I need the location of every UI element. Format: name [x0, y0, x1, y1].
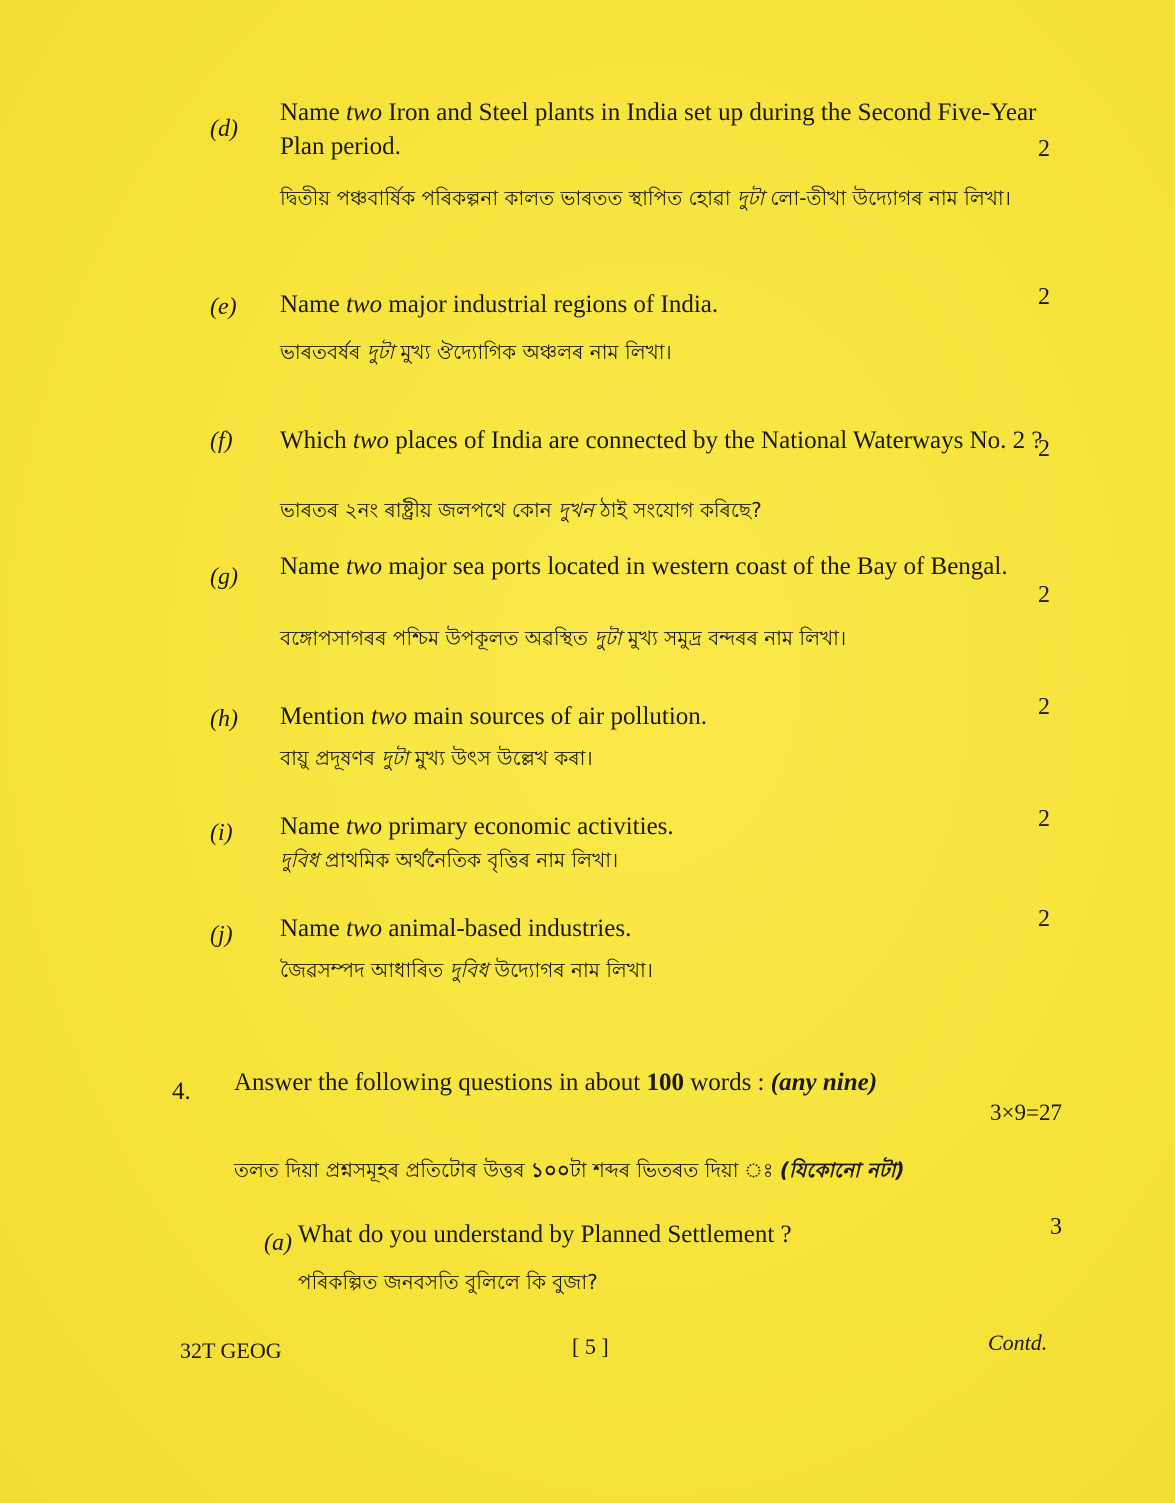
- question-f: [210, 424, 1050, 534]
- question-text-en: Mention two main sources of air pollution.: [280, 703, 708, 730]
- marks: 2: [1038, 284, 1050, 310]
- paper-code: 32T GEOG: [180, 1338, 282, 1363]
- question-text-en: Name two major sea ports located in western coast of the Bay of Bengal.: [280, 553, 1008, 580]
- question-text-bn: দ্বিতীয় পঞ্চবাৰ্ষিক পৰিকল্পনা কালত ভাৰতত স্থাপিত হোৱা দুটা লো-তীখা উদ্যোগৰ নাম লিখা।: [280, 186, 1011, 210]
- section-marks: 3×9=27: [990, 1100, 1062, 1125]
- marks: 2: [1038, 806, 1050, 832]
- marks: 2: [1038, 436, 1050, 462]
- question-text-en: Which two places of India are connected by the National Waterways No. 2 ?: [280, 427, 1043, 454]
- marks: 2: [1038, 906, 1050, 932]
- question-i: [210, 806, 1050, 890]
- marks: 3: [1050, 1214, 1062, 1240]
- question-g: [210, 550, 1050, 670]
- question-label: (f): [210, 428, 233, 454]
- question-text-bn: ভাৰতৰ ২নং ৰাষ্ট্ৰীয় জলপথে কোন দুখন ঠাই সংযোগ কৰিছে?: [280, 498, 762, 522]
- question-e: [210, 284, 1050, 378]
- question-label: (a): [264, 1230, 292, 1256]
- question-d: [210, 96, 1050, 276]
- section-number: 4.: [172, 1078, 191, 1105]
- continued-label: Contd.: [988, 1330, 1048, 1355]
- marks: 2: [1038, 136, 1050, 162]
- question-text-en: Name two Iron and Steel plants in India set up during the Second Five-Year Plan period.: [280, 99, 1037, 160]
- section-instruction-bn: তলত দিয়া প্ৰশ্নসমূহৰ প্ৰতিটোৰ উত্তৰ ১০০টা শব্দৰ ভিতৰত দিয়া ঃ (যিকোনো নটা): [234, 1158, 905, 1182]
- question-text-en: Name two primary economic activities.: [280, 813, 674, 840]
- question-label: (j): [210, 922, 233, 948]
- question-4a: [172, 1214, 1062, 1324]
- question-text-bn: দুবিধ প্ৰাথমিক অৰ্থনৈতিক বৃত্তিৰ নাম লিখা।: [280, 848, 619, 872]
- question-label: (e): [210, 294, 237, 320]
- question-text-en: Name two major industrial regions of India.: [280, 291, 719, 318]
- question-h: [210, 694, 1050, 790]
- question-label: (h): [210, 706, 238, 732]
- question-text-bn: পৰিকল্পিত জনবসতি বুলিলে কি বুজা?: [298, 1270, 598, 1294]
- question-text-bn: জৈৱসম্পদ আধাৰিত দুবিধ উদ্যোগৰ নাম লিখা।: [280, 958, 653, 982]
- marks: 2: [1038, 582, 1050, 608]
- page-number: [ 5 ]: [572, 1334, 609, 1359]
- question-text-bn: বায়ু প্ৰদূষণৰ দুটা মুখ্য উৎস উল্লেখ কৰা।: [280, 746, 593, 770]
- section-4: [172, 1066, 1062, 1326]
- section-instruction-en: Answer the following questions in about 100 words : (any nine): [234, 1069, 878, 1096]
- question-text-bn: ভাৰতবৰ্ষৰ দুটা মুখ্য ঔদ্যোগিক অঞ্চলৰ নাম লিখা।: [280, 340, 672, 364]
- question-label: (g): [210, 564, 238, 590]
- question-label: (i): [210, 820, 233, 846]
- question-text-en: Name two animal-based industries.: [280, 915, 632, 942]
- marks: 2: [1038, 694, 1050, 720]
- question-j: [210, 906, 1050, 1002]
- question-text-bn: বঙ্গোপসাগৰৰ পশ্চিম উপকূলত অৱস্থিত দুটা মুখ্য সমুদ্ৰ বন্দৰৰ নাম লিখা।: [280, 626, 847, 650]
- question-text-en: What do you understand by Planned Settlement ?: [298, 1221, 792, 1248]
- question-label: (d): [210, 116, 238, 142]
